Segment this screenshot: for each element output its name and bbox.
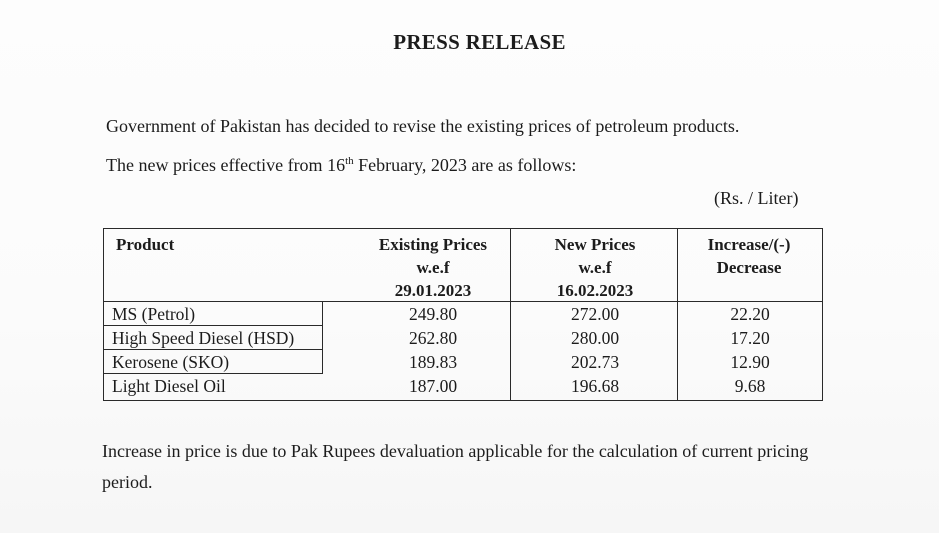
product-name: High Speed Diesel (HSD) xyxy=(112,328,295,348)
existing-price: 249.80 xyxy=(408,304,458,324)
header-existing-prices xyxy=(363,233,503,302)
new-price: 196.68 xyxy=(570,376,620,396)
new-price: 280.00 xyxy=(570,328,620,348)
new-price: 272.00 xyxy=(570,304,620,324)
price-change: 22.20 xyxy=(730,304,770,324)
footer-note: Increase in price is due to Pak Rupees devaluation applicable for the calculation of current pricing period. xyxy=(102,441,809,492)
price-change: 9.68 xyxy=(734,376,766,396)
price-change: 12.90 xyxy=(730,352,770,372)
header-new-prices xyxy=(525,233,665,302)
header-new-line-1: New Prices xyxy=(554,235,636,254)
header-product: Product xyxy=(116,235,175,254)
existing-price: 189.83 xyxy=(408,352,458,372)
intro-line-2-ordinal: th xyxy=(345,155,354,167)
price-table xyxy=(103,228,823,401)
existing-price: 262.80 xyxy=(408,328,458,348)
intro-line-2 xyxy=(106,155,576,176)
header-existing-line-2: w.e.f xyxy=(416,258,450,277)
header-change xyxy=(682,233,816,279)
intro-line-2-end: February, 2023 are as follows: xyxy=(353,155,577,175)
header-new-line-2: w.e.f xyxy=(578,258,612,277)
page-title: PRESS RELEASE xyxy=(393,30,566,54)
header-new-line-3: 16.02.2023 xyxy=(556,281,634,300)
unit-label: (Rs. / Liter) xyxy=(714,188,799,208)
new-price: 202.73 xyxy=(570,352,620,372)
table-row xyxy=(104,302,822,326)
table-row xyxy=(104,374,822,398)
table-header xyxy=(104,229,822,302)
header-existing-line-1: Existing Prices xyxy=(378,235,488,254)
header-change-line-1: Increase/(-) xyxy=(707,235,791,254)
price-change: 17.20 xyxy=(730,328,770,348)
product-name: MS (Petrol) xyxy=(112,304,196,324)
intro-line-2-start: The new prices effective from 16 xyxy=(106,155,346,175)
table-row xyxy=(104,326,822,350)
product-name: Light Diesel Oil xyxy=(112,376,226,396)
table-body xyxy=(104,302,822,400)
intro-line-1: Government of Pakistan has decided to revise the existing prices of petroleum products. xyxy=(106,116,740,136)
header-existing-line-3: 29.01.2023 xyxy=(394,281,472,300)
table-row xyxy=(104,350,822,374)
product-name: Kerosene (SKO) xyxy=(112,352,230,372)
header-change-line-2: Decrease xyxy=(716,258,782,277)
existing-price: 187.00 xyxy=(408,376,458,396)
